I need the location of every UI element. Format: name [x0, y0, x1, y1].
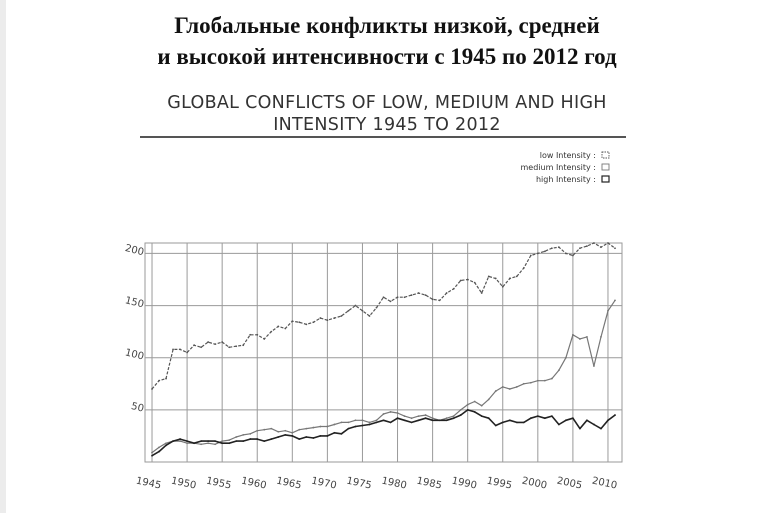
data-point	[439, 419, 441, 421]
data-point	[481, 415, 483, 417]
data-point	[404, 415, 406, 417]
data-point	[369, 424, 371, 426]
data-point	[355, 426, 357, 428]
data-point	[425, 417, 427, 419]
data-point	[397, 296, 399, 298]
data-point	[544, 417, 546, 419]
legend-swatch-low	[602, 152, 609, 158]
data-point	[432, 417, 434, 419]
ru-title-line-1: Глобальные конфликты низкой, средней	[174, 13, 600, 38]
data-point	[530, 417, 532, 419]
chart-grid	[145, 243, 622, 462]
data-point	[263, 429, 265, 431]
data-point	[530, 255, 532, 257]
data-point	[614, 299, 616, 301]
data-point	[453, 288, 455, 290]
data-point	[284, 328, 286, 330]
data-point	[305, 428, 307, 430]
data-point	[523, 383, 525, 385]
data-point	[326, 426, 328, 428]
data-point	[488, 417, 490, 419]
data-point	[397, 412, 399, 414]
data-point	[284, 434, 286, 436]
data-point	[186, 442, 188, 444]
data-point	[228, 442, 230, 444]
data-point	[502, 286, 504, 288]
data-point	[235, 436, 237, 438]
data-point	[446, 417, 448, 419]
data-point	[495, 425, 497, 427]
x-tick-label: 2010	[590, 475, 619, 492]
data-point	[558, 246, 560, 248]
data-point	[214, 440, 216, 442]
x-tick-label: 2005	[555, 475, 584, 492]
data-point	[474, 282, 476, 284]
series-line-high	[152, 410, 615, 456]
data-point	[383, 296, 385, 298]
data-point	[586, 336, 588, 338]
data-point	[228, 346, 230, 348]
data-point	[614, 247, 616, 249]
legend-swatch-medium	[602, 164, 609, 170]
data-point	[151, 455, 153, 457]
x-tick-label: 1955	[205, 475, 233, 492]
data-point	[418, 419, 420, 421]
data-point	[214, 343, 216, 345]
data-point	[509, 278, 511, 280]
data-point	[397, 417, 399, 419]
data-point	[362, 310, 364, 312]
data-point	[186, 440, 188, 442]
x-tick-label: 1950	[170, 475, 198, 492]
data-point	[376, 307, 378, 309]
data-point	[418, 292, 420, 294]
data-point	[460, 414, 462, 416]
data-point	[207, 440, 209, 442]
data-point	[355, 419, 357, 421]
data-point	[558, 424, 560, 426]
data-point	[193, 344, 195, 346]
data-point	[151, 452, 153, 454]
data-point	[558, 369, 560, 371]
data-point	[284, 430, 286, 432]
data-point	[572, 417, 574, 419]
data-point	[488, 275, 490, 277]
data-point	[565, 357, 567, 359]
data-point	[523, 421, 525, 423]
data-point	[200, 346, 202, 348]
data-point	[481, 292, 483, 294]
data-point	[165, 444, 167, 446]
data-point	[165, 378, 167, 380]
data-point	[460, 280, 462, 282]
data-point	[200, 440, 202, 442]
data-point	[291, 432, 293, 434]
data-point	[600, 336, 602, 338]
data-point	[348, 428, 350, 430]
data-point	[277, 326, 279, 328]
ru-title-line-2: и высокой интенсивности с 1945 по 2012 год	[157, 44, 617, 69]
data-point	[312, 427, 314, 429]
data-point	[277, 431, 279, 433]
data-point	[165, 442, 167, 444]
data-point	[341, 433, 343, 435]
data-point	[411, 421, 413, 423]
data-point	[460, 409, 462, 411]
data-point	[467, 279, 469, 281]
data-point	[390, 411, 392, 413]
data-point	[186, 352, 188, 354]
data-point	[341, 315, 343, 317]
data-point	[439, 299, 441, 301]
data-point	[607, 419, 609, 421]
data-point	[158, 380, 160, 382]
data-point	[333, 432, 335, 434]
x-tick-label: 1990	[450, 475, 478, 492]
data-point	[256, 430, 258, 432]
data-point	[453, 417, 455, 419]
data-point	[572, 255, 574, 257]
data-point	[228, 439, 230, 441]
data-point	[277, 436, 279, 438]
data-point	[376, 419, 378, 421]
data-point	[502, 421, 504, 423]
data-point	[467, 409, 469, 411]
data-point	[446, 419, 448, 421]
data-point	[270, 428, 272, 430]
data-point	[249, 438, 251, 440]
data-point	[369, 421, 371, 423]
data-point	[607, 242, 609, 244]
data-point	[242, 440, 244, 442]
data-point	[263, 440, 265, 442]
legend-label: low Intensity :	[539, 151, 596, 160]
data-point	[270, 438, 272, 440]
data-point	[551, 378, 553, 380]
y-tick-labels	[124, 243, 145, 415]
data-point	[158, 447, 160, 449]
data-point	[256, 438, 258, 440]
en-title-line-2: INTENSITY 1945 TO 2012	[273, 115, 501, 135]
data-point	[207, 341, 209, 343]
data-point	[495, 390, 497, 392]
data-point	[579, 247, 581, 249]
data-point	[411, 417, 413, 419]
data-point	[544, 380, 546, 382]
data-point	[530, 382, 532, 384]
legend-label: medium Intensity :	[520, 163, 596, 172]
data-point	[179, 438, 181, 440]
data-point	[537, 253, 539, 255]
data-point	[418, 415, 420, 417]
x-tick-label: 1970	[310, 475, 338, 492]
y-tick-label: 50	[129, 401, 145, 415]
data-point	[565, 419, 567, 421]
data-point	[362, 419, 364, 421]
data-point	[193, 442, 195, 444]
data-point	[467, 404, 469, 406]
data-point	[298, 429, 300, 431]
data-point	[495, 278, 497, 280]
data-point	[481, 405, 483, 407]
x-tick-label: 1975	[345, 475, 373, 492]
data-point	[404, 296, 406, 298]
data-point	[270, 331, 272, 333]
x-tick-label: 2000	[520, 475, 548, 492]
data-point	[221, 442, 223, 444]
data-point	[291, 320, 293, 322]
data-point	[579, 338, 581, 340]
data-point	[256, 334, 258, 336]
data-point	[319, 426, 321, 428]
data-point	[516, 275, 518, 277]
data-point	[432, 298, 434, 300]
data-point	[509, 419, 511, 421]
data-point	[319, 435, 321, 437]
data-point	[488, 399, 490, 401]
data-point	[516, 386, 518, 388]
data-point	[593, 365, 595, 367]
x-tick-labels	[135, 476, 618, 492]
data-point	[453, 415, 455, 417]
legend	[521, 151, 609, 184]
data-point	[305, 436, 307, 438]
data-point	[516, 421, 518, 423]
data-point	[537, 415, 539, 417]
data-point	[544, 250, 546, 252]
data-point	[614, 414, 616, 416]
data-point	[242, 344, 244, 346]
data-point	[333, 317, 335, 319]
data-point	[565, 253, 567, 255]
data-point	[593, 424, 595, 426]
data-point	[214, 443, 216, 445]
data-point	[537, 380, 539, 382]
x-tick-label: 1960	[240, 475, 268, 492]
data-point	[179, 440, 181, 442]
data-point	[551, 247, 553, 249]
data-point	[235, 345, 237, 347]
data-point	[376, 421, 378, 423]
data-point	[586, 245, 588, 247]
data-point	[404, 419, 406, 421]
data-point	[579, 428, 581, 430]
data-point	[369, 315, 371, 317]
data-point	[179, 348, 181, 350]
x-tick-label: 1965	[275, 475, 303, 492]
data-point	[172, 348, 174, 350]
data-point	[425, 414, 427, 416]
data-point	[474, 411, 476, 413]
x-tick-label: 1945	[134, 475, 163, 492]
en-title-line-1: GLOBAL CONFLICTS OF LOW, MEDIUM AND HIGH	[167, 93, 607, 113]
data-point	[600, 246, 602, 248]
legend-label: high Intensity :	[535, 175, 596, 184]
x-tick-label: 1980	[380, 475, 408, 492]
data-point	[383, 413, 385, 415]
data-point	[312, 321, 314, 323]
data-point	[572, 334, 574, 336]
data-point	[509, 388, 511, 390]
data-point	[312, 437, 314, 439]
x-tick-label: 1995	[485, 475, 513, 492]
data-point	[326, 435, 328, 437]
data-point	[586, 419, 588, 421]
data-point	[390, 301, 392, 303]
series-line-medium	[152, 300, 615, 452]
data-point	[551, 415, 553, 417]
data-point	[411, 294, 413, 296]
data-point	[305, 323, 307, 325]
data-point	[607, 310, 609, 312]
plot-frame	[145, 243, 622, 462]
data-point	[242, 434, 244, 436]
data-point	[298, 438, 300, 440]
x-tick-label: 1985	[415, 475, 443, 492]
legend-swatch-high	[602, 176, 609, 182]
data-point	[151, 388, 153, 390]
data-point	[474, 401, 476, 403]
data-point	[502, 386, 504, 388]
data-point	[432, 419, 434, 421]
data-point	[333, 424, 335, 426]
y-tick-label: 200	[123, 243, 145, 259]
data-point	[221, 440, 223, 442]
data-point	[221, 341, 223, 343]
data-point	[390, 421, 392, 423]
data-point	[172, 440, 174, 442]
y-tick-label: 150	[123, 295, 145, 311]
data-point	[235, 440, 237, 442]
data-point	[348, 310, 350, 312]
data-point	[362, 425, 364, 427]
data-point	[291, 435, 293, 437]
data-point	[249, 334, 251, 336]
data-point	[326, 319, 328, 321]
data-point	[383, 419, 385, 421]
data-point	[207, 442, 209, 444]
data-point	[341, 421, 343, 423]
data-point	[523, 267, 525, 269]
data-point	[348, 421, 350, 423]
data-point	[593, 242, 595, 244]
data-point	[249, 433, 251, 435]
data-point	[263, 338, 265, 340]
data-point	[446, 292, 448, 294]
series-lines	[151, 242, 616, 457]
data-point	[298, 321, 300, 323]
data-point	[425, 294, 427, 296]
series-line-low	[152, 243, 615, 389]
data-point	[355, 305, 357, 307]
data-point	[200, 443, 202, 445]
data-point	[319, 317, 321, 319]
data-point	[600, 428, 602, 430]
y-tick-label: 100	[123, 347, 145, 363]
data-point	[158, 451, 160, 453]
